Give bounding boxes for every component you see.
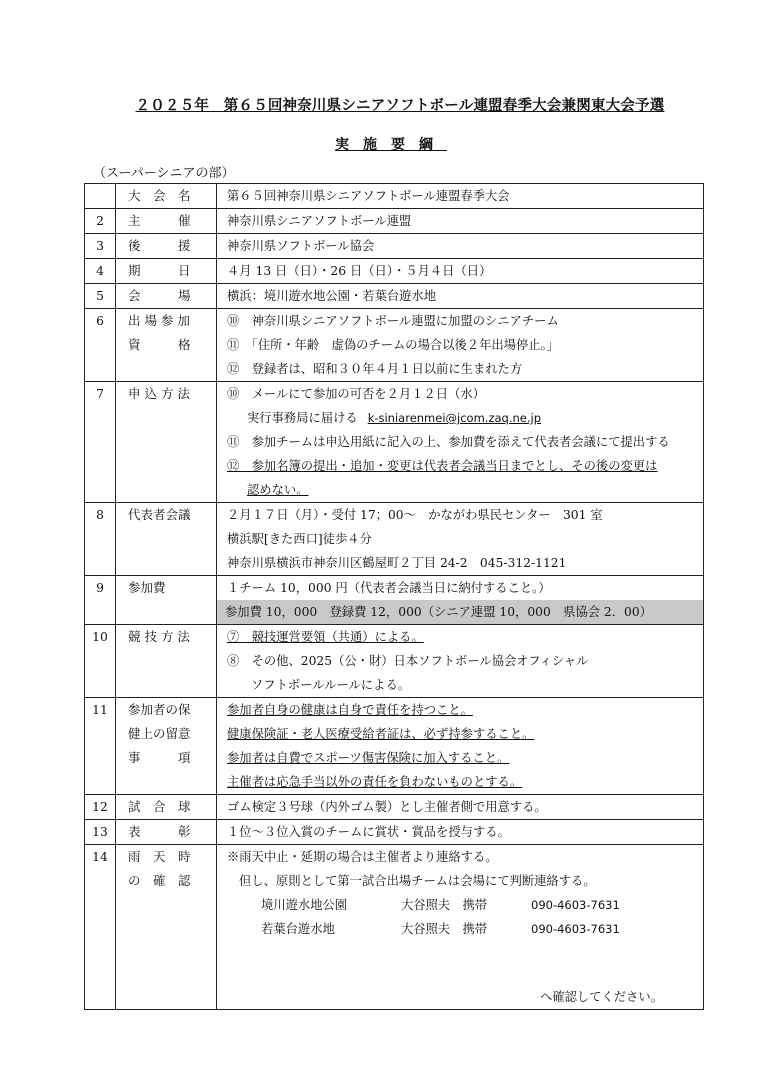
- content-line: ⑪ 参加チームは申込用紙に記入の上、参加費を添えて代表者会議にて提出する: [227, 435, 670, 449]
- row-label-text: 雨 天 時: [128, 849, 191, 864]
- content-line: 但し、原則として第一試合出場チームは会場にて判断連絡する。: [239, 874, 596, 888]
- content-line: 横浜駅[きた西口]徒歩４分: [227, 532, 372, 546]
- row-label-text: 出 場 参 加: [128, 313, 190, 328]
- content-line: ⑧ その他、2025（公・財）日本ソフトボール協会オフィシャル: [227, 654, 589, 668]
- table-row: [85, 184, 704, 209]
- content-line: 参加者は自費でスポーツ傷害保険に加入すること。: [227, 751, 510, 765]
- division-label: （スーパーシニアの部）: [93, 166, 235, 181]
- content-line: 第６５回神奈川県シニアソフトボール連盟春季大会: [227, 189, 510, 203]
- contact-name: 大谷照夫 携帯: [401, 922, 488, 936]
- content-line: ４月 13 日（日）・26 日（日）・５月４日（日）: [227, 264, 492, 278]
- row-label-text: 会 場: [128, 288, 191, 303]
- row-label-text: 事 項: [128, 750, 191, 765]
- table-row: [85, 845, 704, 1010]
- content-text: 実行事務局に届ける: [247, 411, 358, 425]
- content-line: [217, 406, 703, 430]
- content-line: ⑫ 登録者は、昭和３０年４月１日以前に生まれた方: [227, 362, 523, 376]
- row-label-text: 期 日: [128, 263, 191, 278]
- row-label-text: 参加者の保: [128, 702, 191, 717]
- row-label-text: 後 援: [128, 238, 191, 253]
- table-row: [85, 284, 704, 309]
- subtitle-text: 実施要綱: [335, 137, 447, 153]
- contact-place: 若葉台遊水地: [261, 922, 335, 936]
- document-subtitle: [0, 134, 768, 154]
- row-number: 2: [96, 214, 104, 228]
- row-label-text: 参加費: [128, 580, 166, 595]
- row-label-text: 競 技 方 法: [128, 629, 190, 644]
- row-number: 11: [92, 703, 108, 717]
- table-row: [85, 234, 704, 259]
- content-line: 参加者自身の健康は自身で責任を持つこと。: [227, 703, 473, 717]
- content-line: 神奈川県ソフトボール協会: [227, 239, 375, 253]
- content-line: ⑪ 「住所・年齢 虚偽のチームの場合以後２年出場停止。」: [227, 338, 560, 352]
- row-label-text: 大 会 名: [128, 188, 191, 203]
- content-line: ⑫ 参加名簿の提出・追加・変更は代表者会議当日までとし、その後の変更は: [227, 459, 658, 473]
- table-row: [85, 309, 704, 382]
- row-number: 8: [96, 508, 104, 522]
- row-number: 3: [96, 239, 104, 253]
- row-label-text: 代表者会議: [128, 507, 191, 522]
- content-line: へ確認してください。: [540, 990, 663, 1004]
- contact-row: [217, 893, 703, 917]
- contact-place: 境川遊水地公園: [261, 898, 348, 912]
- table-row: [85, 820, 704, 845]
- row-number: 9: [96, 581, 104, 595]
- contact-row: [217, 917, 703, 941]
- content-line: ⑩ 神奈川県シニアソフトボール連盟に加盟のシニアチーム: [227, 314, 559, 328]
- content-line: ⑩ メールにて参加の可否を２月１２日（水）: [227, 387, 485, 401]
- table-row: [85, 698, 704, 795]
- table-row: [85, 625, 704, 698]
- document-title: ２０２５年 第６５回神奈川県シニアソフトボール連盟春季大会兼関東大会予選: [135, 98, 665, 114]
- row-content: [217, 184, 704, 209]
- content-line: 主催者は応急手当以外の責任を負わないものとする。: [227, 775, 523, 789]
- content-line: １位～３位入賞のチームに賞状・賞品を授与する。: [227, 825, 510, 839]
- table-row: [85, 209, 704, 234]
- blank-space: [217, 941, 703, 985]
- table-row: [85, 795, 704, 820]
- row-number: 12: [92, 800, 108, 814]
- row-label-text: 健上の留意: [128, 726, 191, 741]
- content-text: ⑦ 競技運営要領（共通）による。: [227, 630, 424, 644]
- highlighted-fee-line: 参加費 10，000 登録費 12，000（シニア連盟 10，000 県協会 2．00）: [217, 600, 703, 624]
- guidelines-table: [84, 183, 704, 1010]
- row-label-text: 資 格: [128, 337, 191, 352]
- row-label-text: 表 彰: [128, 824, 191, 839]
- row-number: 5: [96, 289, 104, 303]
- email-link[interactable]: k-siniarenmei@jcom.zaq.ne.jp: [367, 411, 541, 425]
- content-line: [217, 625, 703, 649]
- content-line: ※雨天中止・延期の場合は主催者より連絡する。: [227, 850, 498, 864]
- content-line: 神奈川県シニアソフトボール連盟: [227, 214, 412, 228]
- row-number: [85, 184, 116, 209]
- row-label-text: 主 催: [128, 213, 191, 228]
- content-line: 認めない。: [247, 483, 309, 497]
- row-label-text: の 確 認: [128, 873, 191, 888]
- row-number: 10: [92, 630, 108, 644]
- content-line: 横浜：境川遊水地公園・若葉台遊水地: [227, 289, 437, 303]
- content-line: ２月１７日（月）・受付 17；00～ かながわ県民センター 301 室: [227, 508, 603, 522]
- contact-name: 大谷照夫 携帯: [401, 898, 488, 912]
- table-row: [85, 259, 704, 284]
- row-label-text: 試 合 球: [128, 799, 191, 814]
- row-number: 14: [92, 850, 108, 864]
- contact-phone: 090-4603-7631: [531, 922, 620, 936]
- content-line: 神奈川県横浜市神奈川区鶴屋町２丁目 24-2 045-312-1121: [227, 556, 567, 570]
- row-number: 7: [96, 387, 104, 401]
- row-label: [116, 184, 217, 209]
- content-line: 健康保険証・老人医療受給者証は、必ず持参すること。: [227, 727, 535, 741]
- content-line: ゴム検定３号球（内外ゴム製）とし主催者側で用意する。: [227, 800, 547, 814]
- row-number: 13: [92, 825, 108, 839]
- row-number: 6: [96, 314, 104, 328]
- table-row: [85, 503, 704, 576]
- content-line: １チーム 10，000 円（代表者会議当日に納付すること。）: [227, 581, 551, 595]
- table-row: [85, 382, 704, 503]
- contact-phone: 090-4603-7631: [531, 898, 620, 912]
- row-number: 4: [96, 264, 104, 278]
- content-line: ソフトボールルールによる。: [251, 678, 411, 692]
- row-label-text: 申 込 方 法: [128, 386, 190, 401]
- table-row: [85, 576, 704, 625]
